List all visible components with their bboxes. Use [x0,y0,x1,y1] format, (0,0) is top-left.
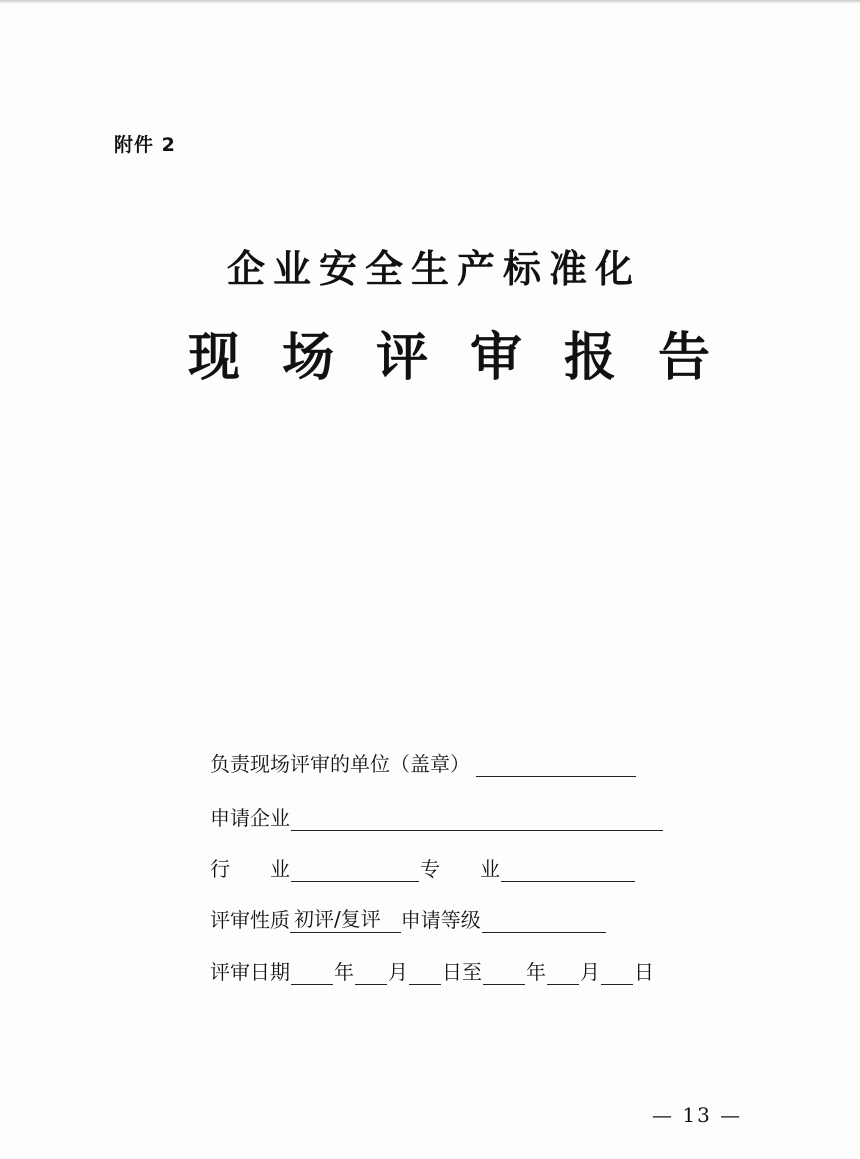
month-label-2: 月 [580,960,600,984]
day-to-label: 日至 [442,960,482,984]
year-label: 年 [334,960,354,984]
end-day-field[interactable] [601,960,633,985]
industry-field[interactable] [291,857,419,882]
industry-label: 行 业 [210,857,290,881]
start-month-field[interactable] [355,960,387,985]
apply-level-field[interactable] [482,908,606,933]
review-unit-label: 负责现场评审的单位（盖章） [210,752,470,776]
review-unit-field[interactable] [476,752,636,777]
day-label: 日 [634,960,654,984]
specialty-label: 专 业 [420,857,500,881]
review-type-row [210,901,607,933]
end-year-field[interactable] [483,960,525,985]
applicant-label: 申请企业 [210,806,290,830]
applicant-field[interactable] [291,806,663,831]
review-type-label: 评审性质 [210,908,290,932]
review-unit-row [210,745,637,777]
title-line-1: 企业安全生产标准化 [226,246,641,291]
specialty-field[interactable] [501,857,635,882]
start-year-field[interactable] [291,960,333,985]
title-line-2: 现场评审报告 [187,327,752,388]
start-day-field[interactable] [409,960,441,985]
month-label: 月 [388,960,408,984]
review-date-row [210,953,654,985]
attachment-label: 附件 2 [114,134,176,156]
apply-level-label: 申请等级 [400,908,481,932]
year-label-2: 年 [526,960,546,984]
review-date-label: 评审日期 [210,960,290,984]
applicant-row [210,799,664,831]
page-top-edge [0,0,860,3]
review-type-value[interactable]: 初评/复评 [290,903,401,933]
industry-specialty-row [210,850,636,882]
page-number: — 13 — [652,1103,743,1127]
end-month-field[interactable] [547,960,579,985]
